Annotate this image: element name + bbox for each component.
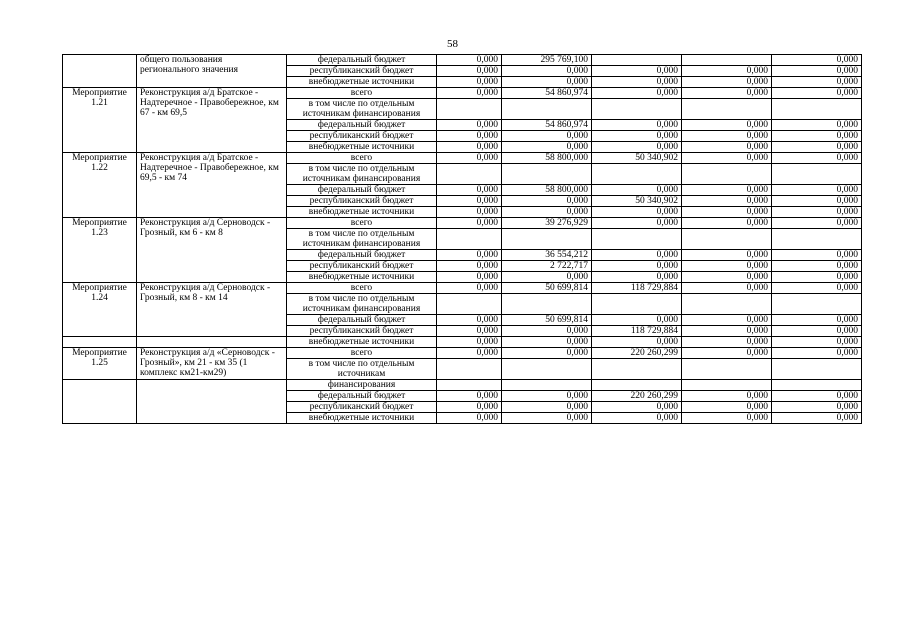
value-cell: [592, 359, 682, 380]
funding-source-cell: всего: [287, 153, 437, 164]
funding-source-cell: финансирования: [287, 380, 437, 391]
funding-source-cell: федеральный бюджет: [287, 120, 437, 131]
funding-source-cell: в том числе по отдельным источникам финансирования: [287, 164, 437, 185]
value-cell: 58 800,000: [502, 153, 592, 164]
value-cell: 0,000: [502, 348, 592, 359]
funding-source-cell: республиканский бюджет: [287, 131, 437, 142]
value-cell: 0,000: [437, 283, 502, 294]
value-cell: 58 800,000: [502, 185, 592, 196]
value-cell: 0,000: [502, 326, 592, 337]
value-cell: 0,000: [437, 88, 502, 99]
value-cell: 0,000: [682, 131, 772, 142]
value-cell: [437, 99, 502, 120]
value-cell: [772, 164, 862, 185]
value-cell: 0,000: [592, 218, 682, 229]
value-cell: 54 860,974: [502, 88, 592, 99]
value-cell: 0,000: [772, 88, 862, 99]
funding-source-cell: федеральный бюджет: [287, 391, 437, 402]
funding-source-cell: республиканский бюджет: [287, 261, 437, 272]
funding-source-cell: в том числе по отдельным источникам финансирования: [287, 294, 437, 315]
value-cell: 0,000: [772, 131, 862, 142]
value-cell: 0,000: [437, 131, 502, 142]
value-cell: 0,000: [592, 185, 682, 196]
funding-source-cell: республиканский бюджет: [287, 196, 437, 207]
value-cell: [502, 359, 592, 380]
value-cell: 0,000: [437, 391, 502, 402]
value-cell: 0,000: [592, 120, 682, 131]
funding-source-cell: в том числе по отдельным источникам финансирования: [287, 229, 437, 250]
value-cell: 0,000: [772, 185, 862, 196]
page-number: 58: [447, 38, 458, 50]
value-cell: [437, 164, 502, 185]
value-cell: 0,000: [592, 315, 682, 326]
value-cell: 0,000: [772, 66, 862, 77]
funding-source-cell: внебюджетные источники: [287, 337, 437, 348]
value-cell: 0,000: [502, 413, 592, 424]
value-cell: 0,000: [502, 196, 592, 207]
table-row: [63, 88, 862, 99]
value-cell: 0,000: [772, 391, 862, 402]
value-cell: 36 554,212: [502, 250, 592, 261]
funding-source-cell: республиканский бюджет: [287, 326, 437, 337]
value-cell: 0,000: [437, 337, 502, 348]
value-cell: 0,000: [682, 413, 772, 424]
value-cell: 0,000: [437, 185, 502, 196]
value-cell: 0,000: [682, 153, 772, 164]
table-row: [63, 55, 862, 66]
table-row: [63, 283, 862, 294]
value-cell: 0,000: [592, 250, 682, 261]
value-cell: 0,000: [437, 348, 502, 359]
value-cell: [682, 99, 772, 120]
value-cell: 0,000: [682, 402, 772, 413]
value-cell: 0,000: [437, 142, 502, 153]
value-cell: 0,000: [437, 402, 502, 413]
funding-source-cell: федеральный бюджет: [287, 55, 437, 66]
funding-source-cell: республиканский бюджет: [287, 66, 437, 77]
value-cell: 0,000: [682, 283, 772, 294]
funding-source-cell: всего: [287, 348, 437, 359]
value-cell: 0,000: [772, 142, 862, 153]
value-cell: 0,000: [502, 207, 592, 218]
funding-source-cell: федеральный бюджет: [287, 315, 437, 326]
value-cell: 0,000: [592, 207, 682, 218]
measure-cell: [63, 380, 137, 424]
value-cell: 0,000: [682, 326, 772, 337]
value-cell: 50 340,902: [592, 196, 682, 207]
measure-cell: Мероприятие 1.23: [63, 218, 137, 283]
value-cell: 0,000: [437, 55, 502, 66]
value-cell: [502, 380, 592, 391]
value-cell: [592, 164, 682, 185]
value-cell: 0,000: [437, 196, 502, 207]
value-cell: [592, 99, 682, 120]
funding-source-cell: внебюджетные источники: [287, 77, 437, 88]
value-cell: 0,000: [682, 77, 772, 88]
value-cell: 0,000: [772, 261, 862, 272]
table-row: [63, 380, 862, 391]
table-row: [63, 218, 862, 229]
value-cell: 0,000: [772, 55, 862, 66]
value-cell: 0,000: [682, 142, 772, 153]
value-cell: 0,000: [772, 207, 862, 218]
value-cell: 220 260,299: [592, 348, 682, 359]
value-cell: 0,000: [682, 120, 772, 131]
value-cell: 0,000: [437, 326, 502, 337]
table-row: [63, 348, 862, 359]
value-cell: 0,000: [772, 77, 862, 88]
value-cell: 0,000: [592, 131, 682, 142]
value-cell: 0,000: [437, 261, 502, 272]
value-cell: 0,000: [592, 337, 682, 348]
funding-source-cell: всего: [287, 283, 437, 294]
table-body: [63, 55, 862, 424]
value-cell: 0,000: [592, 261, 682, 272]
value-cell: 0,000: [592, 66, 682, 77]
value-cell: 0,000: [502, 131, 592, 142]
funding-source-cell: федеральный бюджет: [287, 250, 437, 261]
value-cell: 0,000: [772, 413, 862, 424]
value-cell: [502, 229, 592, 250]
measure-cell: Мероприятие 1.22: [63, 153, 137, 218]
value-cell: 0,000: [437, 413, 502, 424]
value-cell: 220 260,299: [592, 391, 682, 402]
measure-cell: Мероприятие 1.21: [63, 88, 137, 153]
table-row: [63, 337, 862, 348]
value-cell: 0,000: [772, 218, 862, 229]
funding-source-cell: внебюджетные источники: [287, 413, 437, 424]
value-cell: 0,000: [772, 250, 862, 261]
value-cell: 295 769,100: [502, 55, 592, 66]
value-cell: 0,000: [592, 88, 682, 99]
value-cell: [682, 229, 772, 250]
value-cell: 54 860,974: [502, 120, 592, 131]
value-cell: [502, 294, 592, 315]
value-cell: 0,000: [437, 77, 502, 88]
value-cell: 0,000: [682, 66, 772, 77]
value-cell: 50 340,902: [592, 153, 682, 164]
value-cell: 0,000: [682, 337, 772, 348]
value-cell: [772, 99, 862, 120]
value-cell: 0,000: [772, 272, 862, 283]
value-cell: 0,000: [437, 250, 502, 261]
value-cell: 0,000: [682, 196, 772, 207]
measure-cell: [63, 55, 137, 88]
object-cell: Реконструкция а/д Братское - Надтеречное - Правобережное, км 67 - км 69,5: [137, 88, 287, 153]
value-cell: 118 729,884: [592, 283, 682, 294]
object-cell: Реконструкция а/д Серноводск - Грозный, км 8 - км 14: [137, 283, 287, 337]
value-cell: [682, 294, 772, 315]
value-cell: 0,000: [502, 142, 592, 153]
value-cell: 0,000: [437, 272, 502, 283]
value-cell: [437, 380, 502, 391]
object-cell: Реконструкция а/д Серноводск - Грозный, км 6 - км 8: [137, 218, 287, 283]
value-cell: [592, 380, 682, 391]
object-cell: Реконструкция а/д «Серноводск - Грозный», км 21 - км 35 (1 комплекс км21-км29): [137, 348, 287, 380]
value-cell: [502, 99, 592, 120]
funding-source-cell: республиканский бюджет: [287, 402, 437, 413]
value-cell: 0,000: [772, 402, 862, 413]
value-cell: 0,000: [682, 391, 772, 402]
value-cell: 50 699,814: [502, 315, 592, 326]
value-cell: 0,000: [682, 261, 772, 272]
value-cell: 0,000: [772, 326, 862, 337]
value-cell: 0,000: [502, 391, 592, 402]
value-cell: [502, 164, 592, 185]
value-cell: 0,000: [437, 120, 502, 131]
value-cell: 0,000: [772, 120, 862, 131]
value-cell: 0,000: [772, 196, 862, 207]
value-cell: 0,000: [437, 66, 502, 77]
value-cell: [592, 55, 682, 66]
value-cell: [437, 229, 502, 250]
value-cell: 0,000: [682, 185, 772, 196]
value-cell: 0,000: [682, 250, 772, 261]
value-cell: 0,000: [502, 337, 592, 348]
budget-table: [62, 54, 862, 424]
measure-cell: [63, 337, 137, 348]
funding-source-cell: в том числе по отдельным источникам: [287, 359, 437, 380]
value-cell: [682, 55, 772, 66]
value-cell: 0,000: [592, 142, 682, 153]
object-cell: [137, 337, 287, 348]
value-cell: [682, 164, 772, 185]
value-cell: 0,000: [592, 402, 682, 413]
funding-source-cell: федеральный бюджет: [287, 185, 437, 196]
funding-source-cell: в том числе по отдельным источникам финансирования: [287, 99, 437, 120]
value-cell: 0,000: [437, 218, 502, 229]
value-cell: 39 276,929: [502, 218, 592, 229]
value-cell: [772, 229, 862, 250]
value-cell: 0,000: [502, 77, 592, 88]
value-cell: [437, 359, 502, 380]
value-cell: 0,000: [502, 66, 592, 77]
value-cell: 50 699,814: [502, 283, 592, 294]
object-cell: общего пользования регионального значения: [137, 55, 287, 88]
object-cell: [137, 380, 287, 424]
value-cell: 0,000: [772, 153, 862, 164]
value-cell: 0,000: [437, 153, 502, 164]
value-cell: 0,000: [502, 402, 592, 413]
value-cell: 0,000: [772, 348, 862, 359]
value-cell: 0,000: [682, 218, 772, 229]
value-cell: 0,000: [682, 272, 772, 283]
value-cell: 0,000: [772, 337, 862, 348]
value-cell: 0,000: [592, 272, 682, 283]
value-cell: [437, 294, 502, 315]
value-cell: 118 729,884: [592, 326, 682, 337]
value-cell: 0,000: [772, 283, 862, 294]
value-cell: [682, 359, 772, 380]
object-cell: Реконструкция а/д Братское - Надтеречное - Правобережное, км 69,5 - км 74: [137, 153, 287, 218]
value-cell: 2 722,717: [502, 261, 592, 272]
value-cell: 0,000: [437, 207, 502, 218]
value-cell: 0,000: [772, 315, 862, 326]
measure-cell: Мероприятие 1.25: [63, 348, 137, 380]
value-cell: 0,000: [502, 272, 592, 283]
value-cell: 0,000: [437, 315, 502, 326]
value-cell: 0,000: [682, 88, 772, 99]
funding-source-cell: внебюджетные источники: [287, 207, 437, 218]
value-cell: 0,000: [592, 77, 682, 88]
value-cell: [682, 380, 772, 391]
value-cell: [772, 380, 862, 391]
value-cell: 0,000: [682, 207, 772, 218]
measure-cell: Мероприятие 1.24: [63, 283, 137, 337]
value-cell: 0,000: [592, 413, 682, 424]
value-cell: [592, 229, 682, 250]
value-cell: [772, 359, 862, 380]
value-cell: [772, 294, 862, 315]
value-cell: 0,000: [682, 348, 772, 359]
funding-source-cell: внебюджетные источники: [287, 272, 437, 283]
funding-source-cell: всего: [287, 218, 437, 229]
value-cell: 0,000: [682, 315, 772, 326]
table-row: [63, 153, 862, 164]
funding-source-cell: всего: [287, 88, 437, 99]
funding-source-cell: внебюджетные источники: [287, 142, 437, 153]
value-cell: [592, 294, 682, 315]
